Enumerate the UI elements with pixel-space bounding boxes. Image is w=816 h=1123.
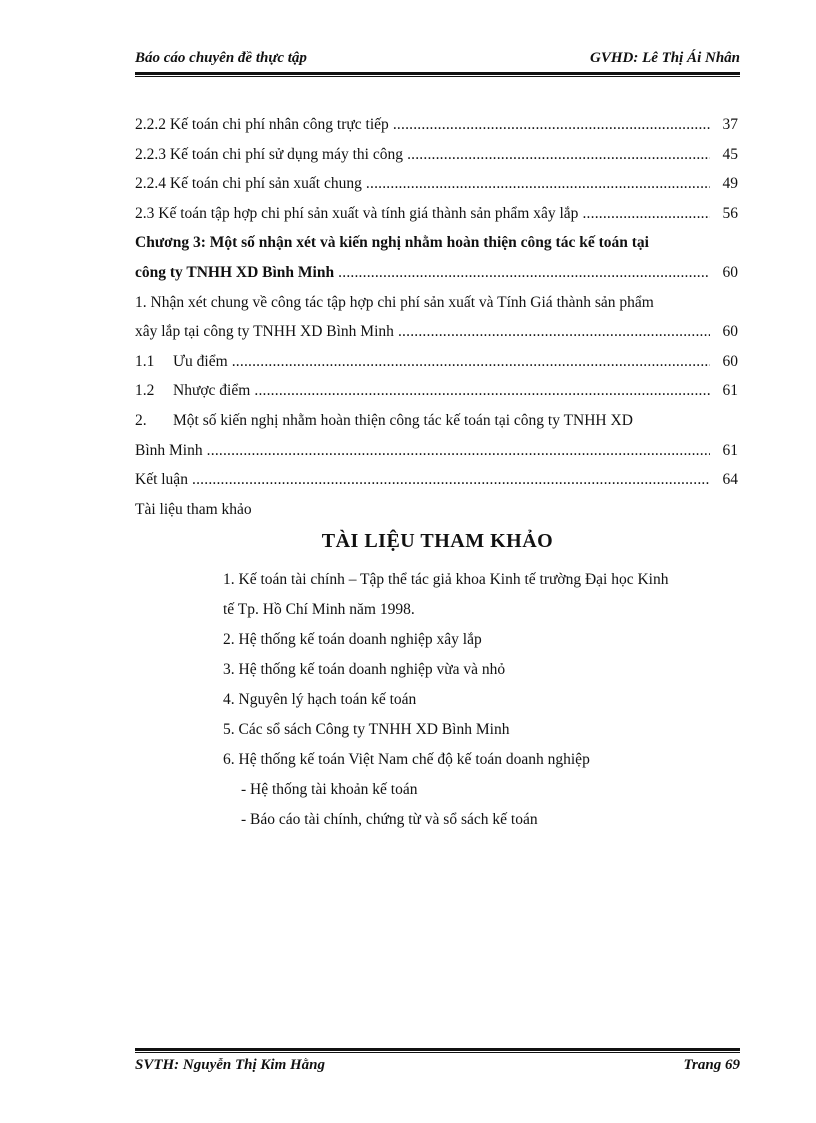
toc-entry-title: Tài liệu tham khảo [135, 500, 252, 518]
toc-entry-title: Bình Minh ..... [135, 436, 710, 466]
footer-page-number: Trang 69 [683, 1057, 740, 1073]
toc-entry [135, 169, 740, 199]
toc-entry-title: 2.2.4 Kế toán chi phí sản xuất chung ..... [135, 169, 710, 199]
references-list [223, 565, 743, 835]
toc-entry-title: Một số kiến nghị nhằm hoàn thiện công tác kế toán tại công ty TNHH XD [173, 411, 633, 429]
toc-entry-title: xây lắp tại công ty TNHH XD Bình Minh ..... [135, 317, 710, 347]
reference-item: tế Tp. Hồ Chí Minh năm 1998. [223, 601, 415, 618]
reference-item: 3. Hệ thống kế toán doanh nghiệp vừa và nhỏ [223, 661, 506, 678]
reference-item: 6. Hệ thống kế toán Việt Nam chế độ kế toán doanh nghiệp [223, 751, 590, 768]
header-divider [135, 72, 740, 77]
toc-entry-page: 61 [722, 441, 738, 459]
toc-entry-number: 1.1 [135, 352, 155, 370]
toc-entry [135, 288, 740, 318]
toc-entry [135, 110, 740, 140]
toc-chapter-heading [135, 228, 740, 258]
toc-entry-title: 2.2.2 Kế toán chi phí nhân công trực tiếp ..... [135, 110, 710, 140]
reference-subitem: - Hệ thống tài khoản kế toán [241, 781, 418, 798]
toc-entry-number: 1.2 [135, 382, 155, 400]
toc-entry-title: Chương 3: Một số nhận xét và kiến nghị nhằm hoàn thiện công tác kế toán tại [135, 234, 649, 252]
toc-entry-page: 56 [722, 204, 738, 222]
reference-item: 1. Kế toán tài chính – Tập thể tác giả khoa Kinh tế trường Đại học Kinh [223, 571, 669, 588]
toc-entry [135, 258, 740, 288]
toc-entry [135, 465, 740, 495]
toc-entry [135, 376, 740, 406]
toc-entry-page: 61 [722, 382, 738, 400]
footer-student-name: SVTH: Nguyễn Thị Kim Hằng [135, 1057, 326, 1073]
reference-item: 5. Các sổ sách Công ty TNHH XD Bình Minh [223, 721, 510, 738]
toc-entry-title: Nhược điểm [173, 382, 251, 400]
toc-entry-title: 1. Nhận xét chung về công tác tập hợp chi phí sản xuất và Tính Giá thành sản phẩm [135, 293, 654, 311]
toc-entry [135, 140, 740, 170]
toc-entry [135, 436, 740, 466]
table-of-contents [135, 110, 740, 524]
footer-divider [135, 1048, 740, 1053]
toc-entry-number: 2. [135, 411, 147, 429]
toc-entry [135, 495, 740, 525]
reference-item: 4. Nguyên lý hạch toán kế toán [223, 691, 417, 708]
toc-entry-page: 64 [722, 471, 738, 489]
toc-entry [135, 347, 740, 377]
toc-entry-page: 60 [722, 263, 738, 281]
toc-entry [135, 317, 740, 347]
page-footer [135, 1057, 740, 1077]
page-header [135, 50, 740, 70]
toc-entry-title: Ưu điểm [173, 352, 228, 370]
header-report-title: Báo cáo chuyên đề thực tập [135, 50, 307, 66]
toc-entry-page: 45 [722, 145, 738, 163]
toc-entry-page: 60 [722, 352, 738, 370]
toc-entry-page: 49 [722, 175, 738, 193]
toc-entry-title: Kết luận ..... [135, 465, 710, 495]
toc-entry-page: 37 [722, 116, 738, 133]
toc-entry-title: công ty TNHH XD Bình Minh [135, 263, 335, 281]
reference-item: 2. Hệ thống kế toán doanh nghiệp xây lắp [223, 631, 482, 648]
toc-entry [135, 406, 740, 436]
toc-entry-page: 60 [722, 323, 738, 341]
toc-entry [135, 199, 740, 229]
toc-entry-title: 2.3 Kế toán tập hợp chi phí sản xuất và tính giá thành sản phẩm xây lắp ..... [135, 199, 710, 229]
toc-entry-title: 2.2.3 Kế toán chi phí sử dụng máy thi công ..... [135, 140, 710, 170]
header-supervisor: GVHD: Lê Thị Ái Nhân [589, 50, 740, 66]
reference-subitem: - Báo cáo tài chính, chứng từ và sổ sách kế toán [241, 811, 538, 828]
references-title: TÀI LIỆU THAM KHẢO [321, 530, 554, 552]
